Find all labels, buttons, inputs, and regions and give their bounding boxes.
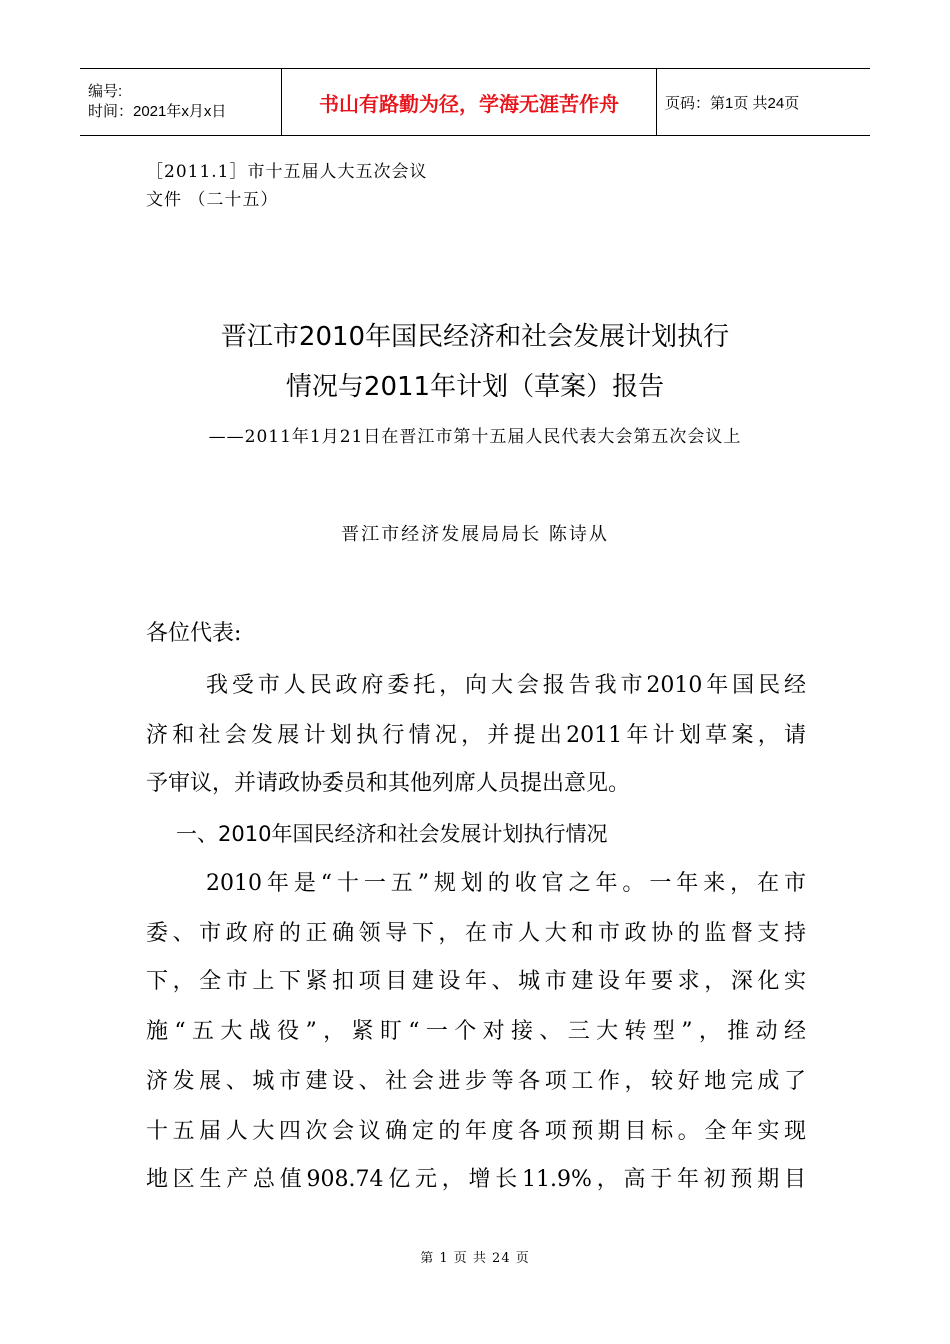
document-reference-line2: 文件 （二十五） (146, 190, 279, 210)
paragraph2-line1: 2010年是“十一五”规划的收官之年。一年来，在市 (206, 871, 806, 896)
paragraph1-line2: 济和社会发展计划执行情况，并提出2011年计划草案，请 (146, 723, 806, 748)
report-author: 晋江市经济发展局局长 陈诗从 (341, 524, 609, 545)
page-footer: 第 1 页 共 24 页 (420, 1251, 530, 1266)
paragraph1-line3: 予审议，并请政协委员和其他列席人员提出意见。 (146, 771, 631, 796)
section-heading-1: 一、2010年国民经济和社会发展计划执行情况 (176, 822, 608, 846)
header-motto: 书山有路勤为径，学海无涯苦作舟 (281, 69, 657, 135)
paragraph2-line3: 下，全市上下紧扣项目建设年、城市建设年要求，深化实 (146, 969, 806, 994)
document-reference-line1: ［2011.1］市十五届人大五次会议 (146, 162, 428, 182)
page-header (80, 68, 870, 136)
document-time-label: 时间：2021年x月x日 (88, 103, 227, 120)
report-title-line2: 情况与2011年计划（草案）报告 (285, 372, 665, 402)
report-subtitle: ——2011年1月21日在晋江市第十五届人民代表大会第五次会议上 (208, 427, 742, 447)
document-reference (146, 158, 427, 214)
document-number-label: 编号: (88, 83, 123, 100)
paragraph1-line1: 我受市人民政府委托，向大会报告我市2010年国民经 (206, 673, 806, 698)
salutation: 各位代表: (146, 621, 242, 646)
paragraph2-line6: 十五届人大四次会议确定的年度各项预期目标。全年实现 (146, 1119, 806, 1144)
header-page-info: 页码：第1页 共24页 (665, 94, 800, 112)
paragraph2-line2: 委、市政府的正确领导下，在市人大和市政协的监督支持 (146, 921, 806, 946)
paragraph2-line7: 地区生产总值908.74亿元，增长11.9%，高于年初预期目 (146, 1167, 806, 1192)
paragraph2-line5: 济发展、城市建设、社会进步等各项工作，较好地完成了 (146, 1069, 806, 1094)
paragraph2-line4: 施“五大战役”，紧盯“一个对接、三大转型”，推动经 (146, 1019, 806, 1044)
header-meta (80, 69, 281, 135)
report-title-line1: 晋江市2010年国民经济和社会发展计划执行 (220, 322, 730, 352)
